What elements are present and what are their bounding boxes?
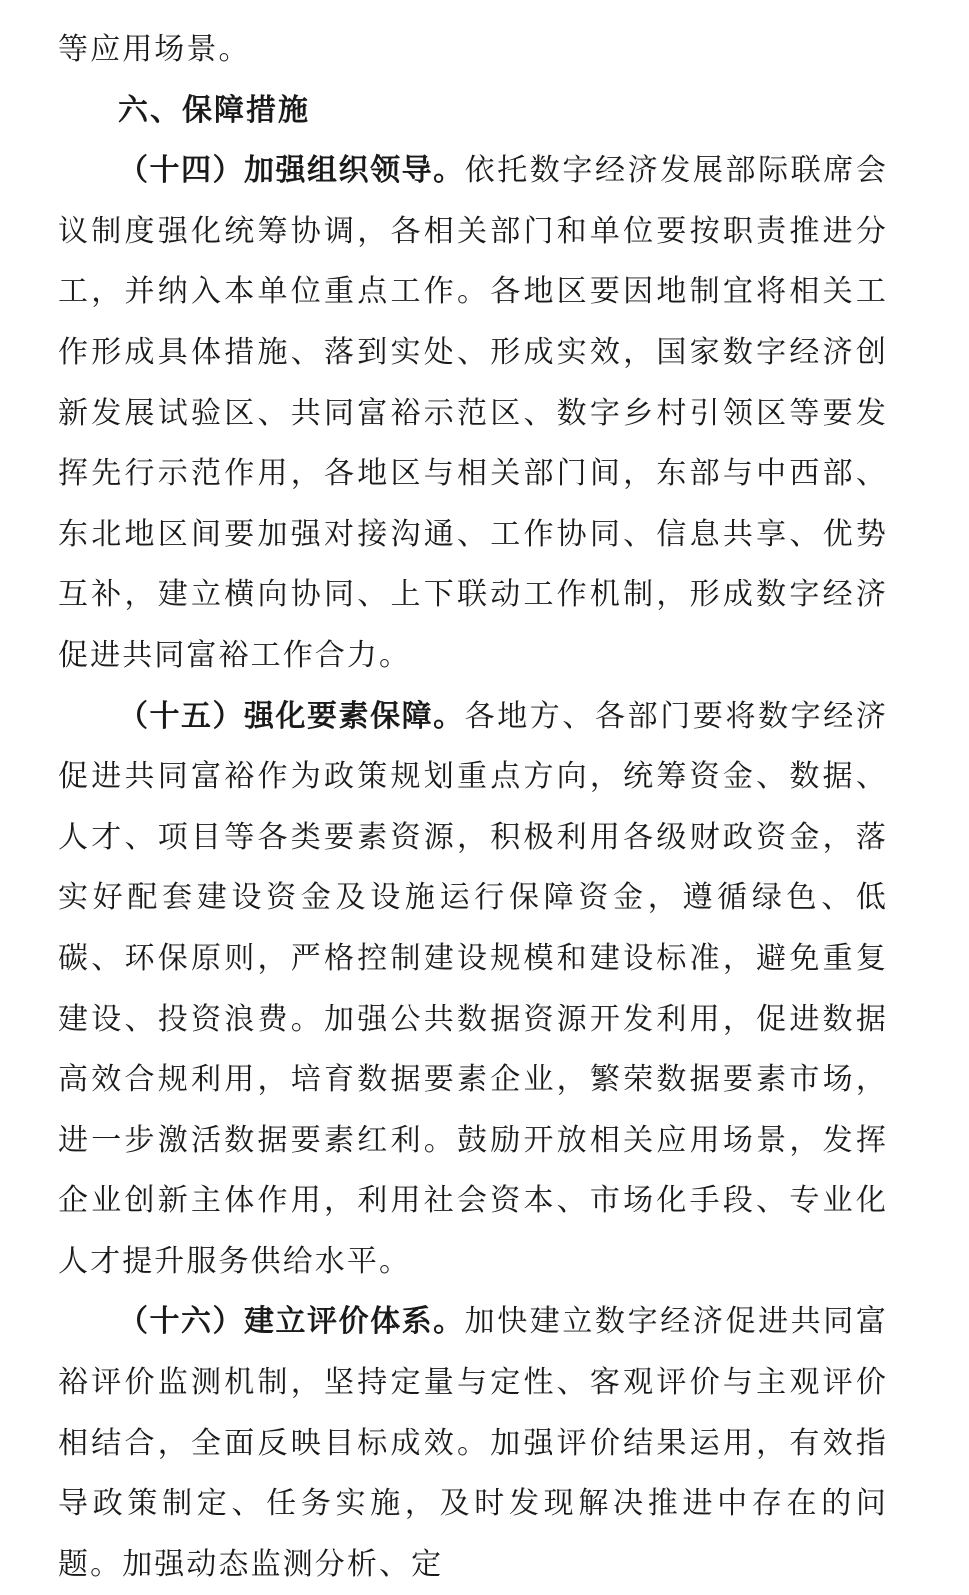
paragraph-14: [58, 141, 888, 686]
paragraph-16: [58, 1292, 888, 1595]
paragraph-15-body: 各地方、各部门要将数字经济促进共同富裕作为政策规划重点方向，统筹资金、数据、人才、项目等各类要素资源，积极利用各级财政资金，落实好配套建设资金及设施运行保障资金，遵循绿色、低碳、环保原则，严格控制建设规模和建设标准，避免重复建设、投资浪费。加强公共数据资源开发利用，促进数据高效合规利用，培育数据要素企业，繁荣数据要素市场，进一步激活数据要素红利。鼓励开放相关应用场景，发挥企业创新主体作用，利用社会资本、市场化手段、专业化人才提升服务供给水平。: [58, 698, 888, 1279]
continuation-text: 等应用场景。: [58, 32, 251, 67]
document-page: [58, 20, 888, 1595]
paragraph-16-lead: （十六）建立评价体系。: [118, 1304, 465, 1340]
paragraph-14-body: 依托数字经济发展部际联席会议制度强化统筹协调，各相关部门和单位要按职责推进分工，并纳入本单位重点工作。各地区要因地制宜将相关工作形成具体措施、落到实处、形成实效，国家数字经济创新发展试验区、共同富裕示范区、数字乡村引领区等要发挥先行示范作用，各地区与相关部门间，东部与中西部、东北地区间要加强对接沟通、工作协同、信息共享、优势互补，建立横向协同、上下联动工作机制，形成数字经济促进共同富裕工作合力。: [58, 153, 888, 673]
paragraph-15-lead: （十五）强化要素保障。: [118, 698, 465, 734]
paragraph-14-lead: （十四）加强组织领导。: [118, 153, 465, 189]
paragraph-16-body: 加快建立数字经济促进共同富裕评价监测机制，坚持定量与定性、客观评价与主观评价相结合，全面反映目标成效。加强评价结果运用，有效指导政策制定、任务实施，及时发现解决推进中存在的问题。加强动态监测分析、定: [58, 1304, 888, 1582]
paragraph-15: [58, 687, 888, 1293]
section-heading: 六、保障措施: [118, 92, 310, 128]
